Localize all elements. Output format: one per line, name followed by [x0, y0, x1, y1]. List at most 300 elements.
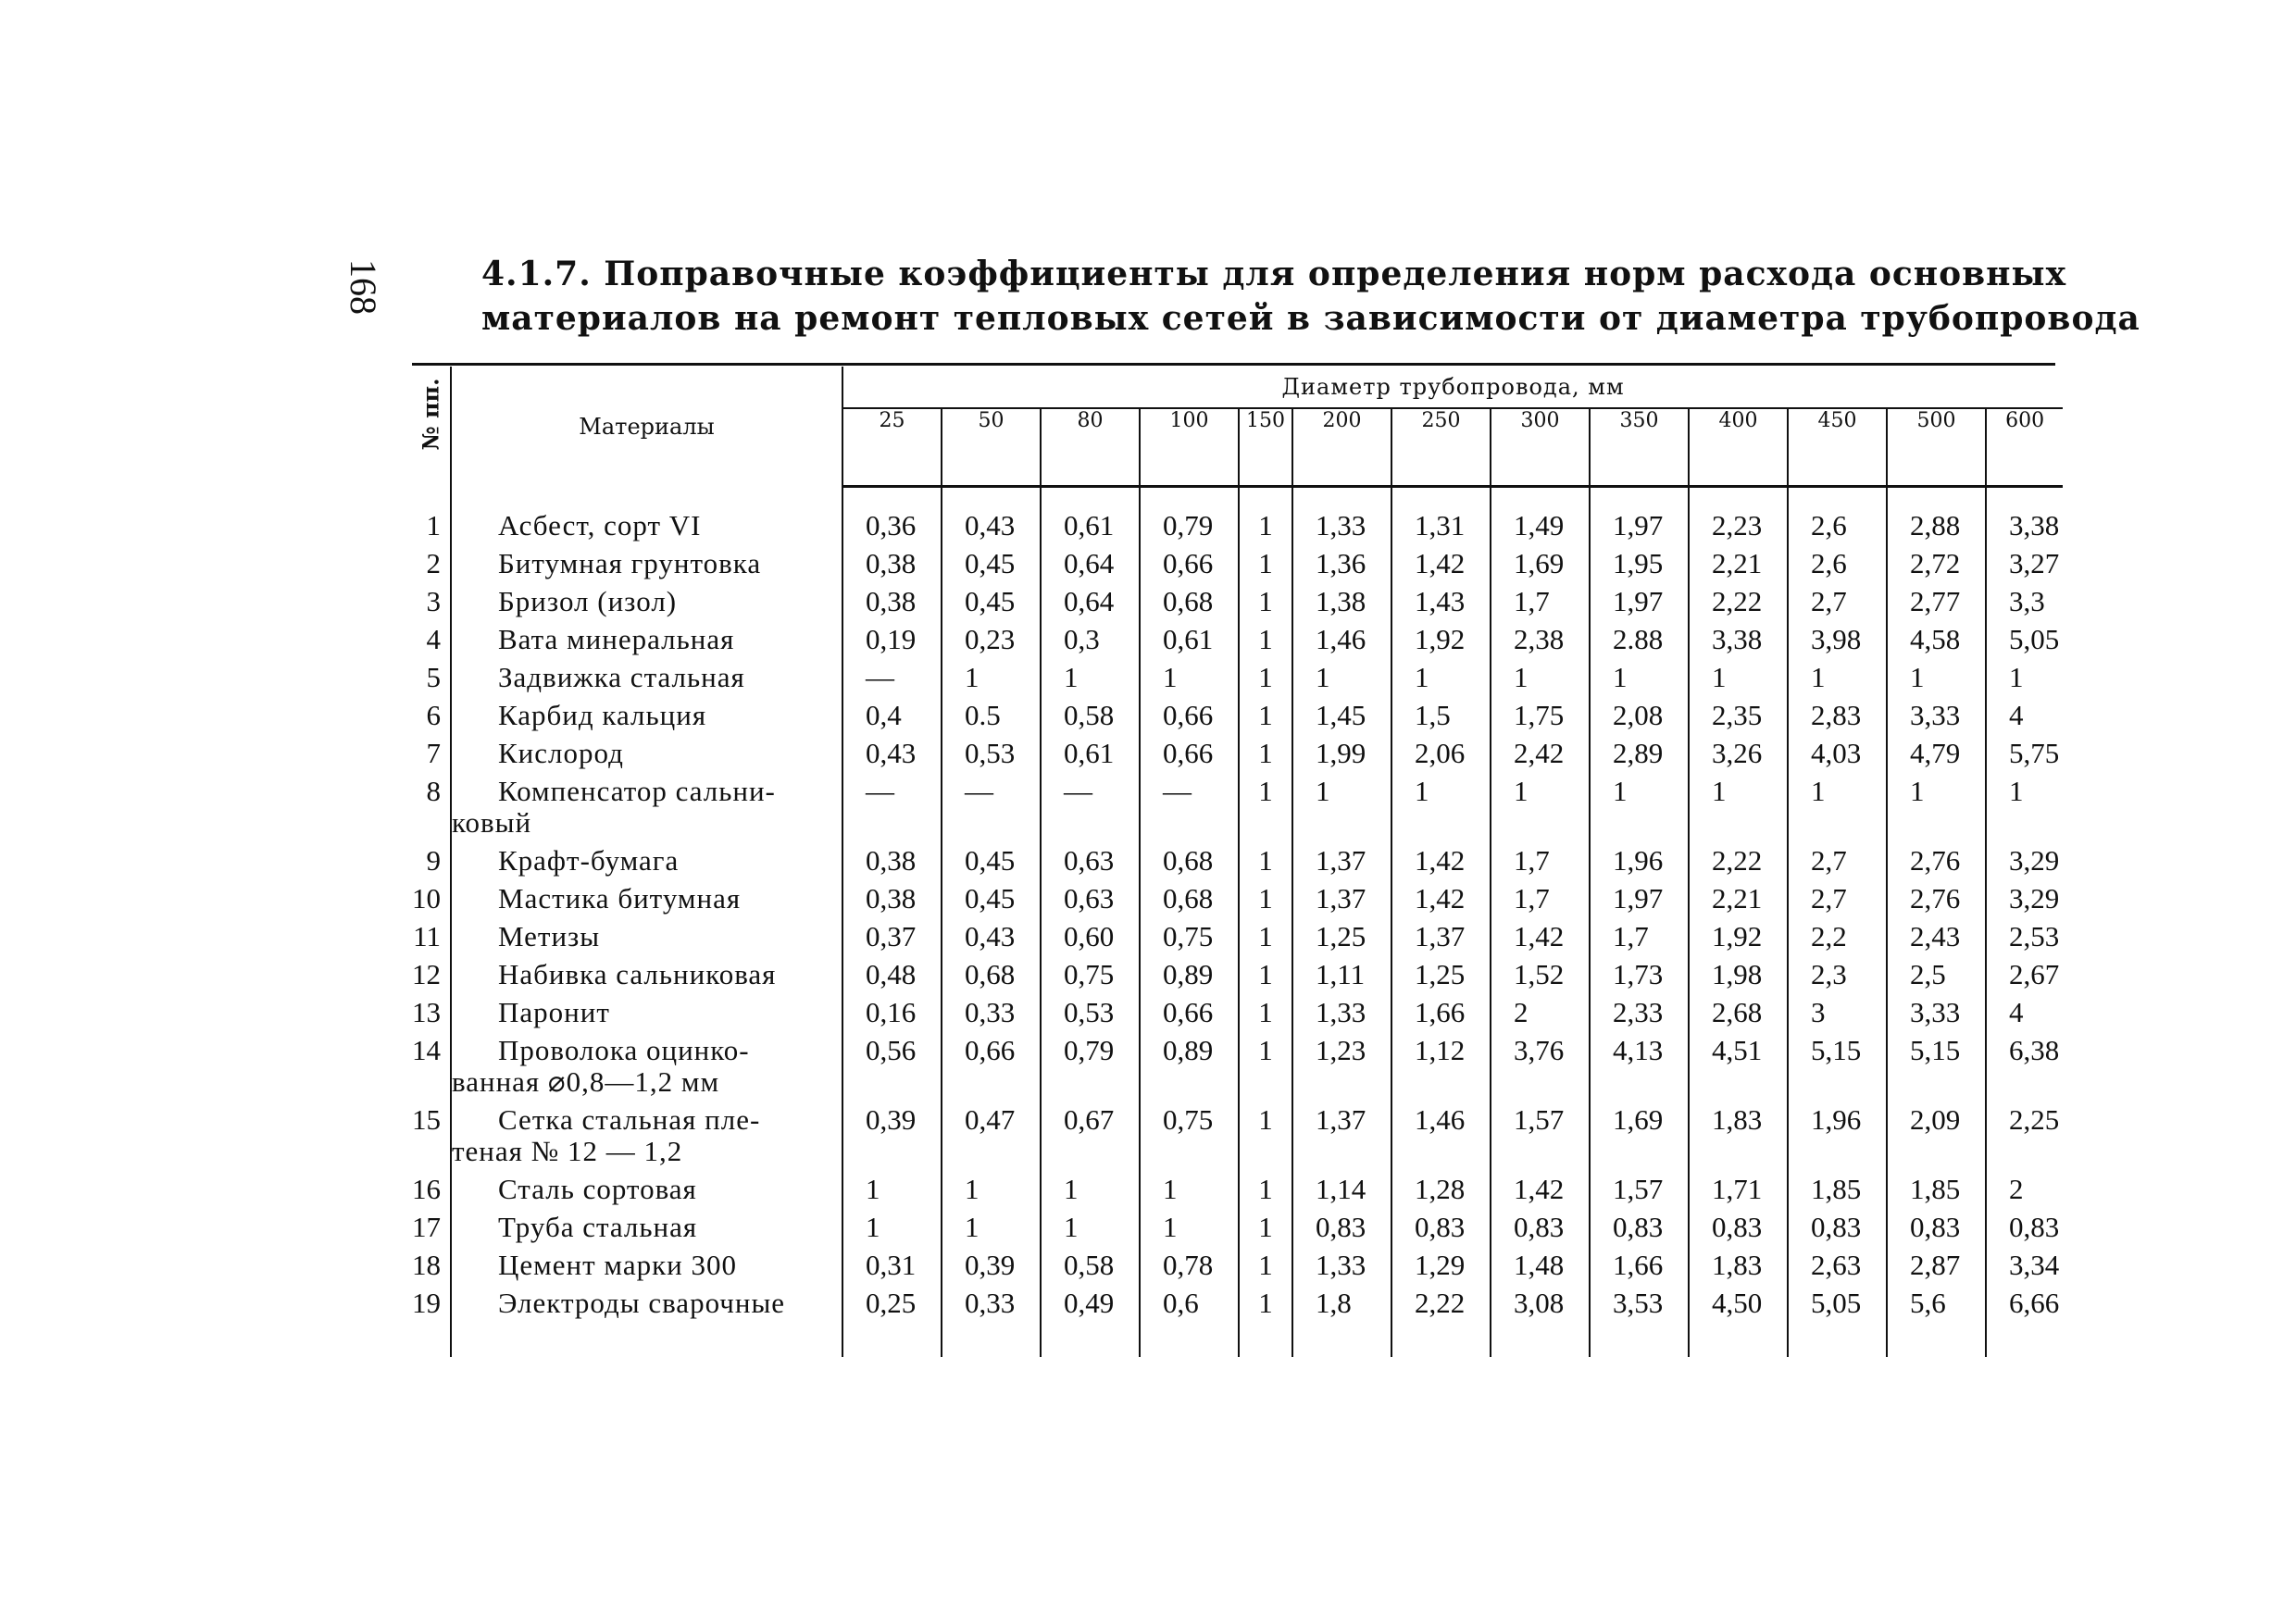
material-name-line-1: Набивка сальниковая [498, 958, 777, 990]
material-name-line-1: Электроды сварочные [498, 1287, 786, 1319]
coefficient-cell-d250: 1 [1391, 776, 1491, 845]
coefficient-cell-d150: 1 [1239, 662, 1292, 700]
material-name-line-2: ковый [452, 806, 532, 839]
coefficient-cell-d200: 1,46 [1292, 624, 1391, 662]
coefficient-cell-d350: 1,97 [1590, 883, 1689, 921]
coefficient-cell-d350: 3,53 [1590, 1288, 1689, 1326]
material-name [451, 624, 842, 662]
coefficient-cell-d80: 0,49 [1041, 1288, 1140, 1326]
material-name-line-1: Проволока оцинко- [498, 1034, 750, 1066]
coefficient-cell-d250: 1,25 [1391, 959, 1491, 997]
coefficient-cell-d300: 1,7 [1491, 586, 1590, 624]
coefficient-cell-d250: 1,28 [1391, 1174, 1491, 1212]
coefficient-cell-d100: — [1140, 776, 1239, 845]
coefficient-cell-d400: 0,83 [1689, 1212, 1788, 1250]
material-name-line-1: Паронит [498, 996, 610, 1028]
coefficient-cell-d300: 1,42 [1491, 1174, 1590, 1212]
row-number: 15 [412, 1104, 451, 1174]
coefficient-cell-d25: 0,31 [842, 1250, 942, 1288]
material-name [451, 959, 842, 997]
coefficient-cell-d80: 0,53 [1041, 997, 1140, 1035]
coefficient-cell-d450: 1 [1788, 776, 1887, 845]
coefficient-cell-d300: 1,7 [1491, 883, 1590, 921]
coefficient-cell-d400: 2,35 [1689, 700, 1788, 738]
table-tail [412, 1326, 2063, 1357]
coefficient-cell-d400: 3,26 [1689, 738, 1788, 776]
diameter-50: 50 [942, 408, 1041, 487]
coefficient-cell-d150: 1 [1239, 959, 1292, 997]
coefficient-cell-d50: 0,47 [942, 1104, 1041, 1174]
row-number: 17 [412, 1212, 451, 1250]
coefficient-cell-d400: 1,92 [1689, 921, 1788, 959]
coefficient-cell-d50: 1 [942, 662, 1041, 700]
table-row [412, 700, 2063, 738]
coefficient-cell-d150: 1 [1239, 776, 1292, 845]
coefficient-cell-d200: 1,37 [1292, 845, 1391, 883]
coefficient-cell-d250: 1,12 [1391, 1035, 1491, 1104]
coefficient-cell-d80: 0,67 [1041, 1104, 1140, 1174]
coefficient-cell-d400: 1,83 [1689, 1250, 1788, 1288]
coefficient-cell-d200: 1,33 [1292, 1250, 1391, 1288]
material-name [451, 1035, 842, 1104]
coefficient-cell-d450: 2,6 [1788, 510, 1887, 548]
material-name-line-1: Кислород [498, 737, 624, 769]
coefficient-cell-d400: 2,21 [1689, 883, 1788, 921]
coefficient-cell-d150: 1 [1239, 738, 1292, 776]
coefficient-cell-d500: 2,5 [1887, 959, 1986, 997]
coefficient-cell-d350: 0,83 [1590, 1212, 1689, 1250]
coefficient-cell-d400: 2,22 [1689, 586, 1788, 624]
coefficient-cell-d350: 1,66 [1590, 1250, 1689, 1288]
coefficient-cell-d400: 1,98 [1689, 959, 1788, 997]
material-name-line-1: Карбид кальция [498, 699, 707, 731]
coefficient-cell-d200: 1,8 [1292, 1288, 1391, 1326]
coefficient-cell-d150: 1 [1239, 1212, 1292, 1250]
table-title [481, 252, 2140, 341]
coefficient-cell-d500: 2,43 [1887, 921, 1986, 959]
coefficient-cell-d200: 1,33 [1292, 510, 1391, 548]
table-row [412, 1288, 2063, 1326]
coefficient-cell-d50: 0,45 [942, 548, 1041, 586]
coefficient-cell-d300: 2 [1491, 997, 1590, 1035]
coefficient-cell-d25: 0,38 [842, 883, 942, 921]
coefficient-cell-d100: 0,66 [1140, 997, 1239, 1035]
coefficient-cell-d350: 1,97 [1590, 586, 1689, 624]
coefficient-cell-d200: 0,83 [1292, 1212, 1391, 1250]
coefficient-cell-d150: 1 [1239, 510, 1292, 548]
material-name [451, 662, 842, 700]
coefficient-cell-d25: 0,19 [842, 624, 942, 662]
diameter-100: 100 [1140, 408, 1239, 487]
coefficient-cell-d25: 1 [842, 1212, 942, 1250]
coefficient-cell-d250: 1,92 [1391, 624, 1491, 662]
coefficient-cell-d600: 1 [2009, 775, 2024, 807]
number-column-header: № пп. [412, 367, 451, 487]
coefficient-cell-d500: 2,88 [1887, 510, 1986, 548]
material-name [451, 921, 842, 959]
coefficient-cell-d80: — [1041, 776, 1140, 845]
coefficient-cell-d250: 1,42 [1391, 883, 1491, 921]
coefficient-cell-d50: 0,43 [942, 510, 1041, 548]
row-number: 1 [412, 510, 451, 548]
table-row [412, 921, 2063, 959]
coefficient-cell-d300: 0,83 [1491, 1212, 1590, 1250]
coefficient-cell-d450: 2,2 [1788, 921, 1887, 959]
material-name-line-1: Асбест, сорт VI [498, 509, 702, 541]
table-row [412, 662, 2063, 700]
coefficient-cell-d600: 3,29 [2009, 844, 2060, 877]
row-number: 8 [412, 776, 451, 845]
coefficient-cell-d300: 3,76 [1491, 1035, 1590, 1104]
coefficient-cell-d200: 1,37 [1292, 1104, 1391, 1174]
coefficient-cell-d100: 1 [1140, 1174, 1239, 1212]
coefficient-cell-d200: 1,38 [1292, 586, 1391, 624]
coefficient-cell-d400: 4,51 [1689, 1035, 1788, 1104]
coefficient-cell-d100: 1 [1140, 662, 1239, 700]
coefficient-cell-d300: 1 [1491, 662, 1590, 700]
coefficient-cell-d350: 1,57 [1590, 1174, 1689, 1212]
table-row [412, 883, 2063, 921]
coefficient-cell-d100: 0,66 [1140, 548, 1239, 586]
coefficient-cell-d500: 2,76 [1887, 883, 1986, 921]
coefficient-cell-d600: 5,05 [2009, 623, 2060, 655]
coefficient-cell-d500: 2,77 [1887, 586, 1986, 624]
coefficient-cell-d350: 4,13 [1590, 1035, 1689, 1104]
coefficient-cell-d100: 0,6 [1140, 1288, 1239, 1326]
row-number: 12 [412, 959, 451, 997]
coefficient-cell-d250: 1,46 [1391, 1104, 1491, 1174]
coefficient-cell-d100: 0,79 [1140, 510, 1239, 548]
coefficient-cell-d25: — [842, 662, 942, 700]
coefficient-cell-d500: 4,79 [1887, 738, 1986, 776]
coefficient-cell-d50: 0,53 [942, 738, 1041, 776]
coefficient-cell-d350: 1,97 [1590, 510, 1689, 548]
coefficient-cell-d25: 0,38 [842, 548, 942, 586]
coefficient-cell-d100: 0,61 [1140, 624, 1239, 662]
coefficient-cell-d25: 0,36 [842, 510, 942, 548]
diameter-500: 500 [1887, 408, 1986, 487]
material-name [451, 1104, 842, 1174]
coefficient-cell-d500: 2,87 [1887, 1250, 1986, 1288]
coefficient-cell-d150: 1 [1239, 586, 1292, 624]
coefficient-cell-d80: 0,60 [1041, 921, 1140, 959]
coefficient-cell-d25: 0,39 [842, 1104, 942, 1174]
coefficient-cell-d50: 0,45 [942, 883, 1041, 921]
row-number: 10 [412, 883, 451, 921]
row-number: 16 [412, 1174, 451, 1212]
coefficient-cell-d250: 0,83 [1391, 1212, 1491, 1250]
coefficient-cell-d450: 2,3 [1788, 959, 1887, 997]
table-header [412, 367, 2063, 487]
coefficient-cell-d50: 0.5 [942, 700, 1041, 738]
coefficient-cell-d600: 4 [2009, 699, 2024, 731]
material-name [451, 1212, 842, 1250]
diameter-300: 300 [1491, 408, 1590, 487]
coefficient-cell-d350: 1 [1590, 776, 1689, 845]
coefficient-cell-d50: 1 [942, 1212, 1041, 1250]
coefficient-cell-d450: 2,6 [1788, 548, 1887, 586]
coefficient-cell-d500: 5,15 [1887, 1035, 1986, 1104]
material-name [451, 700, 842, 738]
coefficient-cell-d350: 2,08 [1590, 700, 1689, 738]
coefficient-cell-d100: 0,89 [1140, 959, 1239, 997]
coefficient-cell-d300: 2,42 [1491, 738, 1590, 776]
table-row [412, 738, 2063, 776]
coefficient-cell-d600: 3,34 [2009, 1249, 2060, 1281]
coefficient-cell-d25: 0,38 [842, 845, 942, 883]
coefficient-cell-d600: 2,53 [2009, 920, 2060, 952]
coefficient-cell-d150: 1 [1239, 1250, 1292, 1288]
coefficient-cell-d25: 0,43 [842, 738, 942, 776]
coefficient-cell-d80: 0,79 [1041, 1035, 1140, 1104]
coefficients-table [412, 367, 2063, 1357]
coefficient-cell-d200: 1,36 [1292, 548, 1391, 586]
material-name-line-1: Метизы [498, 920, 601, 952]
coefficient-cell-d350: 1,95 [1590, 548, 1689, 586]
coefficient-cell-d200: 1,99 [1292, 738, 1391, 776]
coefficient-cell-d500: 1 [1887, 662, 1986, 700]
table-row [412, 845, 2063, 883]
coefficient-cell-d450: 2,83 [1788, 700, 1887, 738]
coefficient-cell-d600: 1 [2009, 661, 2024, 693]
coefficient-cell-d250: 1,29 [1391, 1250, 1491, 1288]
material-name [451, 845, 842, 883]
coefficient-cell-d100: 0,89 [1140, 1035, 1239, 1104]
coefficient-cell-d450: 3,98 [1788, 624, 1887, 662]
coefficient-cell-d500: 1 [1887, 776, 1986, 845]
coefficient-cell-d50: 0,33 [942, 997, 1041, 1035]
coefficient-cell-d500: 0,83 [1887, 1212, 1986, 1250]
coefficient-cell-d350: 1,96 [1590, 845, 1689, 883]
coefficient-cell-d50: 0,43 [942, 921, 1041, 959]
coefficient-cell-d250: 1,66 [1391, 997, 1491, 1035]
coefficient-cell-d300: 1 [1491, 776, 1590, 845]
coefficient-cell-d450: 5,15 [1788, 1035, 1887, 1104]
coefficient-cell-d500: 5,6 [1887, 1288, 1986, 1326]
materials-column-header: Материалы [451, 367, 842, 487]
coefficient-cell-d25: 0,16 [842, 997, 942, 1035]
material-name-line-1: Сталь сортовая [498, 1173, 697, 1205]
coefficient-cell-d400: 3,38 [1689, 624, 1788, 662]
table-row [412, 510, 2063, 548]
coefficient-cell-d400: 2,22 [1689, 845, 1788, 883]
material-name-line-1: Битумная грунтовка [498, 547, 762, 579]
coefficient-cell-d250: 1,5 [1391, 700, 1491, 738]
coefficient-cell-d300: 1,49 [1491, 510, 1590, 548]
coefficient-cell-d25: 0,48 [842, 959, 942, 997]
coefficient-cell-d300: 1,69 [1491, 548, 1590, 586]
coefficient-cell-d600: 3,27 [2009, 547, 2060, 579]
material-name [451, 510, 842, 548]
coefficient-cell-d200: 1,14 [1292, 1174, 1391, 1212]
coefficient-cell-d50: 0,33 [942, 1288, 1041, 1326]
diameter-250: 250 [1391, 408, 1491, 487]
material-name [451, 997, 842, 1035]
coefficient-cell-d350: 2,33 [1590, 997, 1689, 1035]
coefficient-cell-d100: 0,75 [1140, 921, 1239, 959]
coefficient-cell-d600: 2 [2009, 1173, 2024, 1205]
material-name-line-1: Цемент марки 300 [498, 1249, 737, 1281]
coefficient-cell-d80: 0,64 [1041, 586, 1140, 624]
coefficient-cell-d300: 2,38 [1491, 624, 1590, 662]
coefficient-cell-d600: 6,66 [2009, 1287, 2060, 1319]
coefficient-cell-d150: 1 [1239, 548, 1292, 586]
table-row [412, 1104, 2063, 1174]
coefficient-cell-d600: 6,38 [2009, 1034, 2060, 1066]
coefficient-cell-d25: 0,25 [842, 1288, 942, 1326]
coefficient-cell-d150: 1 [1239, 1104, 1292, 1174]
coefficient-cell-d200: 1,33 [1292, 997, 1391, 1035]
coefficient-cell-d300: 3,08 [1491, 1288, 1590, 1326]
coefficient-cell-d200: 1 [1292, 776, 1391, 845]
coefficient-cell-d50: 0,68 [942, 959, 1041, 997]
table-body [412, 487, 2063, 1358]
coefficient-cell-d25: 0,37 [842, 921, 942, 959]
coefficient-cell-d100: 0,66 [1140, 700, 1239, 738]
coefficient-cell-d400: 4,50 [1689, 1288, 1788, 1326]
coefficient-cell-d300: 1,48 [1491, 1250, 1590, 1288]
coefficient-cell-d50: 0,45 [942, 586, 1041, 624]
row-number: 9 [412, 845, 451, 883]
material-name-line-1: Сетка стальная пле- [498, 1103, 761, 1136]
coefficient-cell-d450: 2,7 [1788, 586, 1887, 624]
diameter-350: 350 [1590, 408, 1689, 487]
coefficient-cell-d350: 2.88 [1590, 624, 1689, 662]
coefficient-cell-d200: 1,45 [1292, 700, 1391, 738]
coefficient-cell-d100: 0,68 [1140, 586, 1239, 624]
diameter-header: Диаметр трубопровода, мм [842, 367, 2063, 408]
row-number: 6 [412, 700, 451, 738]
material-name-line-1: Крафт-бумага [498, 844, 680, 877]
material-name [451, 883, 842, 921]
coefficient-cell-d450: 0,83 [1788, 1212, 1887, 1250]
coefficient-cell-d600: 2,25 [2009, 1103, 2060, 1136]
coefficient-cell-d150: 1 [1239, 1174, 1292, 1212]
material-name-line-2: теная № 12 — 1,2 [452, 1135, 683, 1167]
row-number: 13 [412, 997, 451, 1035]
table-row [412, 997, 2063, 1035]
coefficient-cell-d400: 2,23 [1689, 510, 1788, 548]
coefficient-cell-d250: 2,06 [1391, 738, 1491, 776]
coefficient-cell-d400: 1,71 [1689, 1174, 1788, 1212]
row-number: 11 [412, 921, 451, 959]
coefficient-cell-d450: 1 [1788, 662, 1887, 700]
coefficient-cell-d350: 1,69 [1590, 1104, 1689, 1174]
coefficient-cell-d100: 0,68 [1140, 883, 1239, 921]
coefficient-cell-d350: 1,7 [1590, 921, 1689, 959]
coefficient-cell-d25: 1 [842, 1174, 942, 1212]
coefficient-cell-d150: 1 [1239, 624, 1292, 662]
coefficient-cell-d80: 1 [1041, 1174, 1140, 1212]
coefficient-cell-d100: 1 [1140, 1212, 1239, 1250]
coefficient-cell-d500: 2,72 [1887, 548, 1986, 586]
coefficient-cell-d300: 1,75 [1491, 700, 1590, 738]
coefficient-cell-d600: 2,67 [2009, 958, 2060, 990]
coefficient-cell-d80: 1 [1041, 1212, 1140, 1250]
coefficient-cell-d450: 3 [1788, 997, 1887, 1035]
coefficient-cell-d50: 1 [942, 1174, 1041, 1212]
coefficient-cell-d50: — [942, 776, 1041, 845]
material-name-line-1: Вата минеральная [498, 623, 735, 655]
coefficient-cell-d80: 0,3 [1041, 624, 1140, 662]
table-row [412, 1174, 2063, 1212]
material-name-line-1: Бризол (изол) [498, 585, 678, 617]
header-spacer [412, 487, 2063, 511]
table-row [412, 959, 2063, 997]
top-rule [412, 363, 2055, 366]
coefficient-cell-d350: 1 [1590, 662, 1689, 700]
coefficient-cell-d600: 3,29 [2009, 882, 2060, 915]
coefficient-cell-d600: 3,3 [2009, 585, 2045, 617]
coefficient-cell-d25: 0,38 [842, 586, 942, 624]
coefficient-cell-d80: 0,61 [1041, 738, 1140, 776]
coefficient-cell-d150: 1 [1239, 921, 1292, 959]
coefficient-cell-d50: 0,23 [942, 624, 1041, 662]
coefficient-cell-d250: 1 [1391, 662, 1491, 700]
table-row [412, 1035, 2063, 1104]
coefficient-cell-d100: 0,68 [1140, 845, 1239, 883]
coefficient-cell-d80: 0,75 [1041, 959, 1140, 997]
material-name [451, 776, 842, 845]
coefficient-cell-d150: 1 [1239, 883, 1292, 921]
table-row [412, 1250, 2063, 1288]
coefficient-cell-d500: 2,09 [1887, 1104, 1986, 1174]
material-name [451, 738, 842, 776]
row-number: 5 [412, 662, 451, 700]
diameter-80: 80 [1041, 408, 1140, 487]
coefficient-cell-d150: 1 [1239, 700, 1292, 738]
coefficient-cell-d80: 0,64 [1041, 548, 1140, 586]
coefficient-cell-d600: 0,83 [2009, 1211, 2060, 1243]
coefficient-cell-d300: 1,57 [1491, 1104, 1590, 1174]
coefficient-cell-d500: 1,85 [1887, 1174, 1986, 1212]
coefficient-cell-d200: 1,37 [1292, 883, 1391, 921]
diameter-400: 400 [1689, 408, 1788, 487]
material-name-line-1: Компенсатор сальни- [498, 775, 776, 807]
row-number: 7 [412, 738, 451, 776]
coefficient-cell-d600: 5,75 [2009, 737, 2060, 769]
row-number: 4 [412, 624, 451, 662]
coefficient-cell-d350: 2,89 [1590, 738, 1689, 776]
coefficient-cell-d500: 4,58 [1887, 624, 1986, 662]
coefficient-cell-d450: 4,03 [1788, 738, 1887, 776]
material-name [451, 1174, 842, 1212]
coefficient-cell-d450: 5,05 [1788, 1288, 1887, 1326]
material-name-line-1: Задвижка стальная [498, 661, 745, 693]
coefficient-cell-d80: 0,58 [1041, 700, 1140, 738]
title-line-2: материалов на ремонт тепловых сетей в зависимости от диаметра трубопровода [481, 299, 2140, 338]
table-row [412, 624, 2063, 662]
coefficient-cell-d50: 0,66 [942, 1035, 1041, 1104]
coefficient-cell-d400: 2,21 [1689, 548, 1788, 586]
diameter-25: 25 [842, 408, 942, 487]
material-name-line-1: Труба стальная [498, 1211, 698, 1243]
coefficient-cell-d25: 0,56 [842, 1035, 942, 1104]
coefficient-cell-d100: 0,78 [1140, 1250, 1239, 1288]
coefficient-cell-d200: 1 [1292, 662, 1391, 700]
coefficient-cell-d300: 1,7 [1491, 845, 1590, 883]
coefficient-cell-d250: 1,37 [1391, 921, 1491, 959]
coefficient-cell-d50: 0,39 [942, 1250, 1041, 1288]
coefficient-cell-d80: 0,61 [1041, 510, 1140, 548]
coefficient-cell-d25: — [842, 776, 942, 845]
coefficient-cell-d450: 2,63 [1788, 1250, 1887, 1288]
diameter-600: 600 [1986, 408, 2063, 487]
material-name [451, 548, 842, 586]
coefficient-cell-d50: 0,45 [942, 845, 1041, 883]
coefficient-cell-d80: 0,63 [1041, 845, 1140, 883]
material-name [451, 1288, 842, 1326]
